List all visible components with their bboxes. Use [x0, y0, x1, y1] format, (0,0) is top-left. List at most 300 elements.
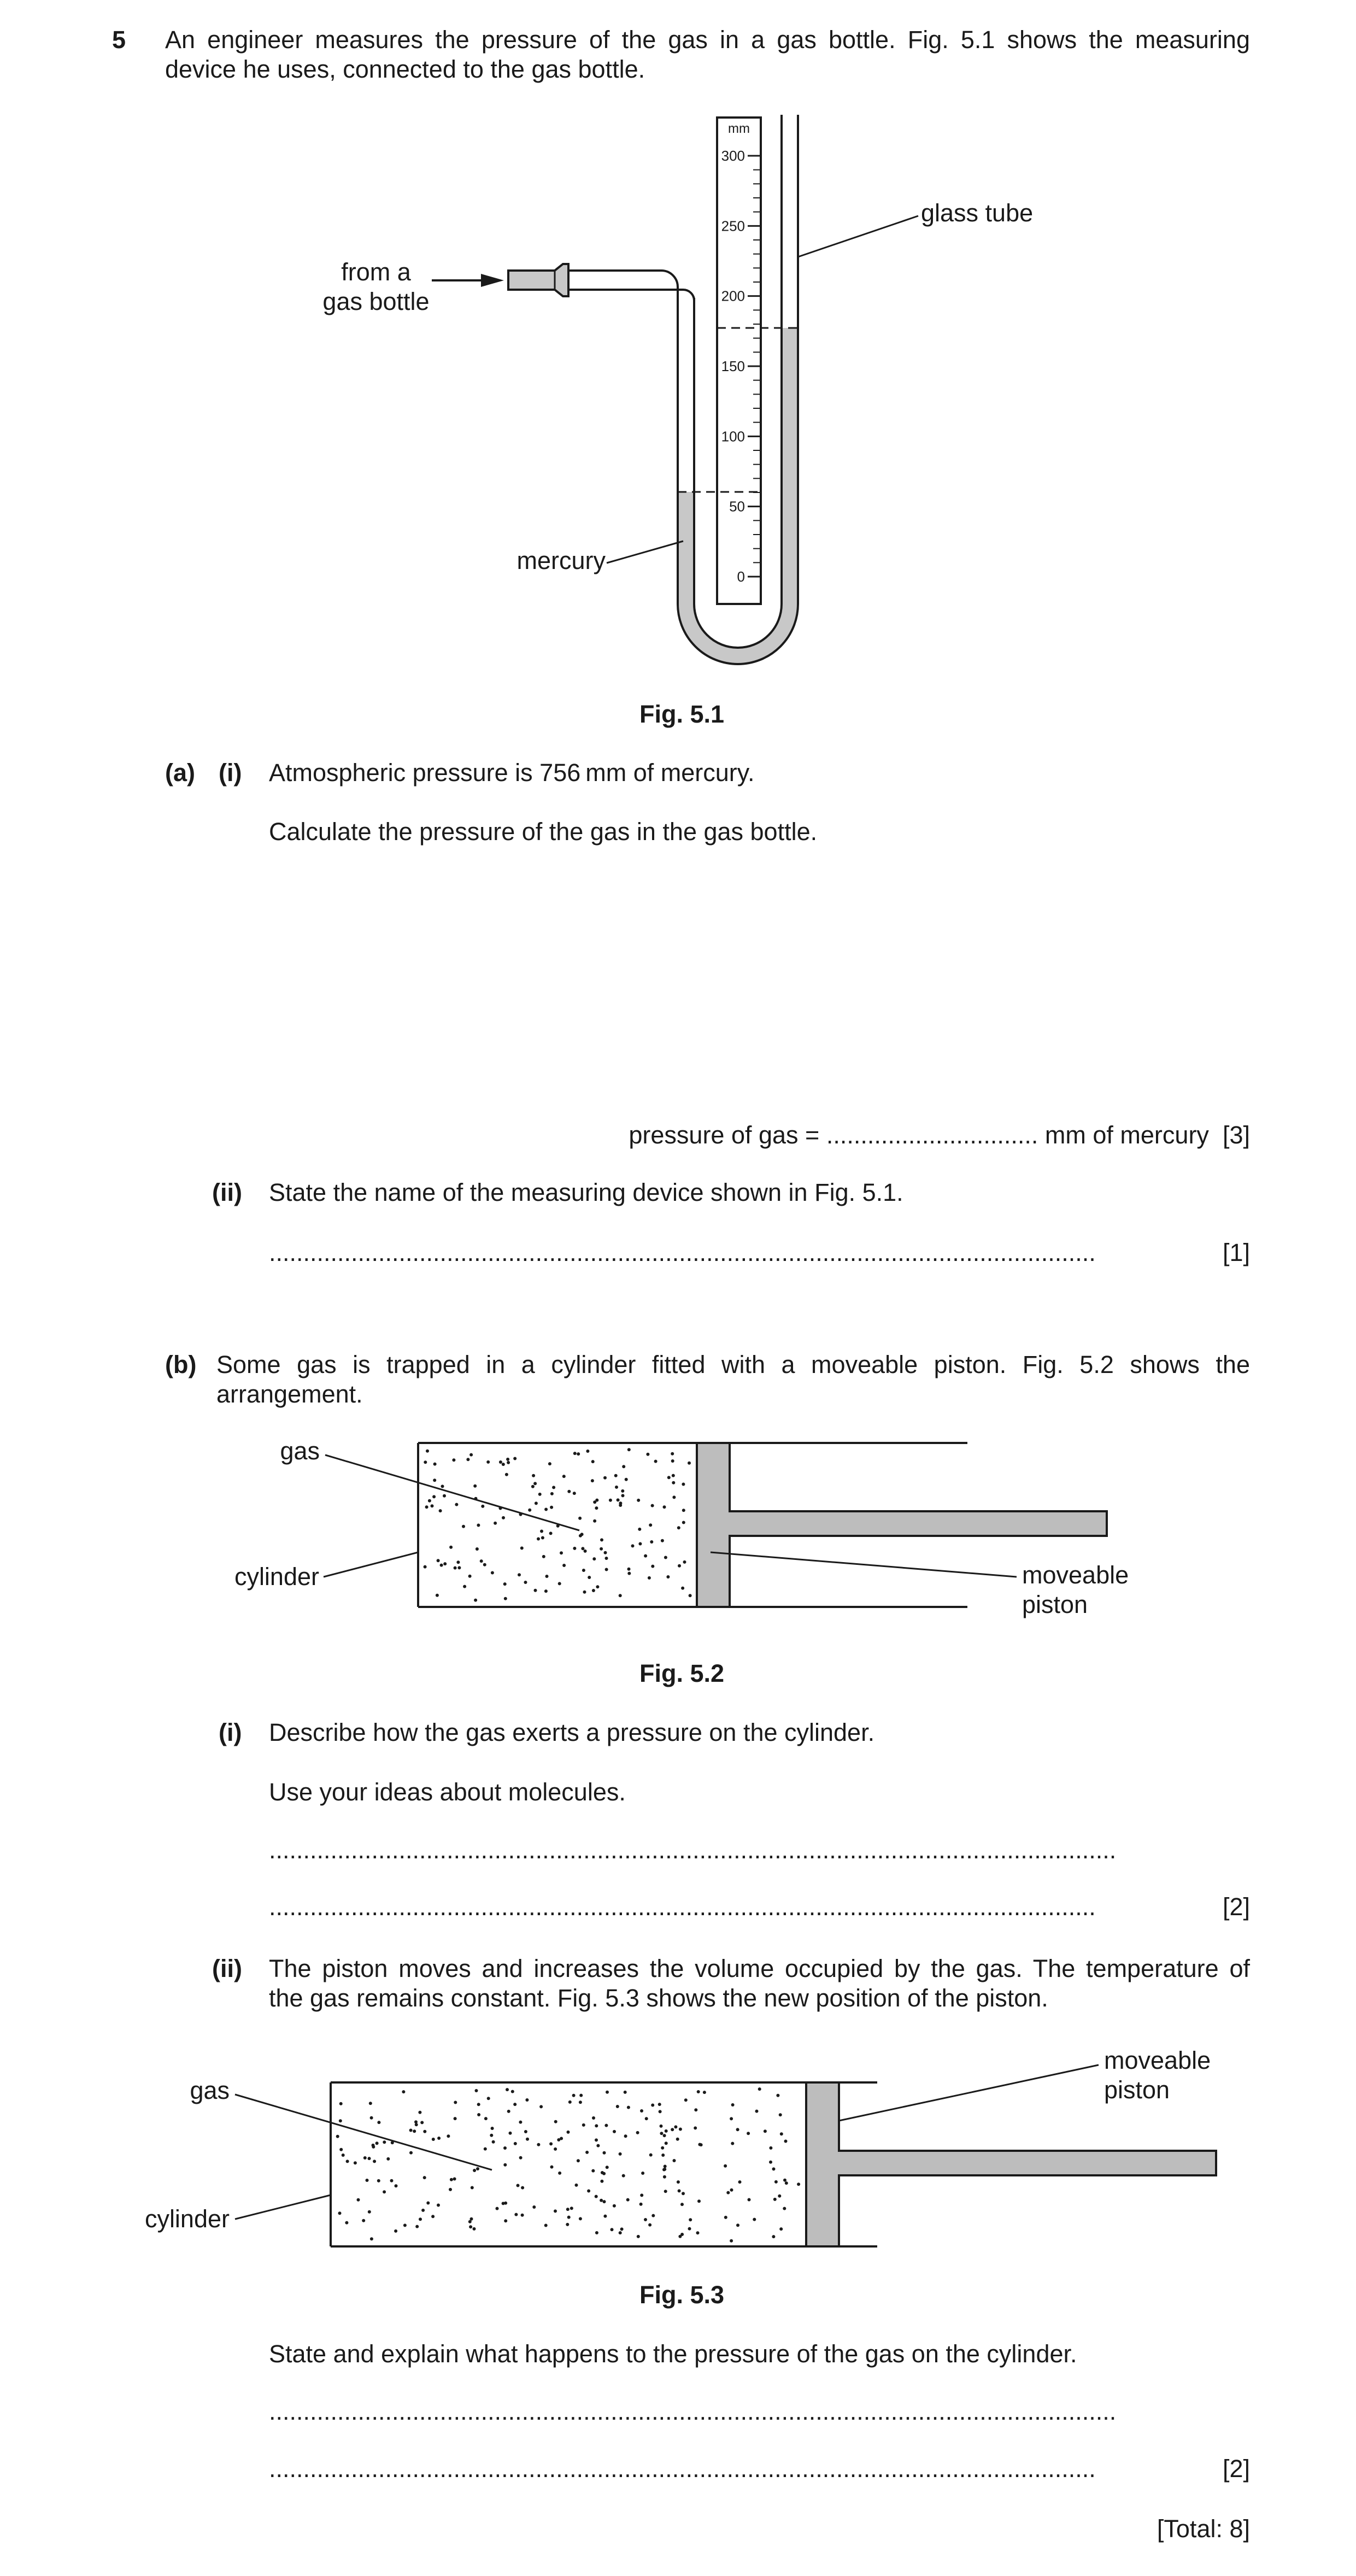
gas-molecule [516, 2184, 520, 2187]
gas-molecule [677, 1526, 680, 1529]
gas-molecule [682, 1483, 685, 1486]
gas-molecule [437, 2204, 440, 2207]
gas-molecule [604, 1551, 607, 1554]
gas-molecule [660, 2125, 663, 2128]
gas-molecule [661, 1539, 664, 1542]
gas-molecule [552, 1486, 555, 1489]
gas-molecule [454, 1566, 457, 1570]
gas-molecule [627, 1568, 631, 1571]
nozzle [508, 264, 568, 296]
gas-molecule [345, 2221, 348, 2225]
gas-molecule [619, 2152, 622, 2156]
gas-molecule [684, 2098, 688, 2102]
inlet-arrow [481, 274, 504, 287]
gas-molecule [674, 2125, 677, 2128]
gas-molecule [772, 2167, 776, 2170]
gas-molecule [592, 1589, 595, 1592]
gas-molecule [631, 1544, 635, 1547]
gas-molecule [638, 1542, 642, 1546]
gas-molecule [473, 1484, 477, 1488]
gas-molecule [514, 2142, 517, 2145]
gas-molecule [383, 2140, 386, 2144]
gas-molecule [596, 1585, 599, 1588]
gas-molecule [748, 2198, 751, 2202]
gas-molecule [518, 1573, 521, 1576]
gas-molecule [440, 1564, 443, 1567]
fig-5-2-caption: Fig. 5.2 [639, 1659, 725, 1687]
gas-molecule [779, 2113, 782, 2116]
gas-molecule [637, 1499, 640, 1502]
fig-5-3-label-gas: gas [190, 2076, 230, 2104]
gas-molecule [778, 2194, 781, 2198]
gas-molecule [665, 2141, 668, 2145]
gas-molecule [595, 2124, 598, 2127]
gas-molecule [658, 2103, 661, 2106]
gas-molecule [521, 2214, 524, 2217]
gas-molecule [698, 2143, 701, 2146]
gas-molecule [613, 2130, 616, 2133]
gas-molecule [475, 2089, 478, 2092]
scale-tick-label: 50 [729, 498, 745, 515]
part-a-i-instruction: Calculate the pressure of the gas in the gas bottle. [269, 818, 818, 846]
gas-molecule [339, 2102, 343, 2105]
part-b-line-2: arrangement. [216, 1380, 363, 1408]
gas-molecule [627, 1572, 631, 1575]
gas-molecule [532, 1474, 535, 1477]
gas-molecule [338, 2211, 342, 2215]
gas-molecule [524, 1581, 527, 1584]
pressure-answer-line[interactable] [629, 1120, 1250, 1150]
gas-molecule [568, 2100, 572, 2104]
gas-molecule [676, 2138, 679, 2141]
scale-unit-label: mm [728, 121, 750, 136]
gas-molecule [681, 1587, 684, 1590]
gas-molecule [683, 1560, 686, 1564]
gas-molecule [661, 2146, 664, 2150]
gas-molecule [439, 1509, 442, 1512]
gas-molecule [696, 2231, 700, 2234]
part-b-ii-answer-dots-2[interactable]: ......................................................................................................................... [269, 2455, 1096, 2483]
part-b-i-marks: [2] [1222, 1893, 1250, 1921]
gas-molecule [648, 2223, 651, 2227]
gas-molecule [432, 2138, 435, 2141]
gas-molecule [582, 2123, 585, 2127]
gas-molecule [724, 2164, 727, 2168]
gas-molecule [595, 1506, 598, 1510]
gas-molecule [774, 2180, 778, 2184]
gas-molecule [747, 2132, 750, 2135]
gas-molecule [651, 2214, 655, 2217]
gas-molecule [473, 2227, 476, 2231]
gas-molecule [426, 2202, 430, 2205]
gas-molecule [499, 1460, 502, 1464]
gas-molecule [736, 2128, 739, 2131]
gas-molecule [672, 1481, 675, 1484]
gas-molecule [447, 2134, 450, 2138]
gas-molecule [665, 2129, 668, 2133]
gas-molecule [456, 1560, 460, 1564]
gas-molecule [370, 2116, 373, 2120]
question-total: [Total: 8] [1157, 2515, 1250, 2543]
gas-molecule [509, 2132, 512, 2135]
gas-molecule [637, 2235, 640, 2238]
gas-molecule [783, 2179, 786, 2182]
gas-molecule [480, 1559, 483, 1563]
gas-molecule [624, 2091, 627, 2094]
gas-molecule [339, 2148, 343, 2151]
part-b-i-answer-dots-2[interactable]: ......................................................................................................................... [269, 1893, 1096, 1921]
gas-molecule [468, 1575, 472, 1578]
gas-molecule [671, 1452, 674, 1456]
gas-molecule [528, 1509, 531, 1512]
gas-molecule [562, 1475, 566, 1478]
gas-molecule [730, 2239, 733, 2243]
gas-molecule [694, 2108, 697, 2111]
gas-molecule [336, 2135, 339, 2138]
gas-molecule [484, 2147, 487, 2151]
gas-molecule [409, 2151, 413, 2155]
gas-molecule [558, 1582, 561, 1585]
gas-molecule [776, 2094, 779, 2097]
gas-molecule [420, 2121, 424, 2124]
intro-line-2: device he uses, connected to the gas bottle. [165, 55, 645, 83]
gas-molecule [689, 2218, 692, 2221]
part-a-i-label: (i) [219, 759, 242, 787]
gas-molecule [414, 2120, 418, 2123]
gas-molecule [423, 2176, 426, 2179]
gas-molecule [697, 2090, 700, 2093]
gas-molecule [673, 2159, 676, 2162]
gas-molecule [664, 2190, 667, 2193]
gas-molecule [603, 2200, 606, 2203]
part-a-i-marks: [3] [1222, 1121, 1250, 1149]
gas-molecule [519, 2156, 523, 2160]
gas-molecule [567, 2216, 571, 2219]
gas-molecule [426, 1450, 429, 1453]
gas-molecule [664, 2165, 667, 2168]
gas-molecule [694, 2126, 697, 2129]
gas-molecule [600, 2180, 603, 2183]
part-a-i-text: Atmospheric pressure is 756 mm of mercury. [269, 759, 755, 787]
gas-molecule [507, 2110, 510, 2113]
gas-molecule [726, 2191, 730, 2194]
gas-molecule [591, 1460, 595, 1463]
gas-molecule [688, 2227, 691, 2231]
gas-molecule [651, 1504, 654, 1507]
gas-molecule [503, 1582, 507, 1586]
part-a-ii-answer-dots[interactable]: ......................................................................................................................... [269, 1239, 1096, 1266]
gas-molecule [579, 2100, 582, 2104]
gas-molecule [506, 2088, 509, 2091]
gas-molecule [532, 2205, 536, 2209]
gas-molecule [663, 2134, 666, 2137]
gas-molecule [538, 1493, 542, 1496]
part-b-ii-text [269, 1954, 1250, 2013]
part-b-label: (b) [165, 1351, 197, 1378]
gas-molecule [573, 1547, 576, 1550]
gas-molecule [473, 2169, 476, 2172]
gas-molecule [666, 1575, 670, 1579]
gas-molecule [780, 2132, 783, 2135]
piston [806, 2082, 1216, 2246]
scale-tick-label: 250 [721, 218, 745, 234]
gas-molecule [463, 1585, 466, 1588]
intro-line-1: An engineer measures the pressure of the gas in a gas bottle. Fig. 5.1 shows the measuring [165, 26, 1250, 54]
gas-molecule [535, 1501, 538, 1505]
gas-molecule [581, 1547, 584, 1550]
gas-molecule [640, 2109, 643, 2113]
fig-5-3-label-moveable: moveable [1104, 2046, 1211, 2074]
gas-molecule [646, 1453, 649, 1456]
part-a-ii-label: (ii) [212, 1178, 242, 1206]
gas-molecule [366, 2179, 369, 2182]
gas-molecule [605, 1568, 608, 1571]
gas-molecule [593, 1519, 596, 1523]
gas-molecule [524, 2130, 527, 2133]
gas-molecule [573, 1492, 576, 1495]
gas-molecule [484, 2117, 488, 2120]
gas-molecule [449, 1546, 453, 1549]
gas-molecule [544, 2224, 548, 2227]
gas-molecule [394, 2229, 397, 2233]
gas-molecule [513, 2103, 516, 2106]
gas-molecule [455, 1503, 458, 1506]
gas-molecule [554, 2209, 557, 2213]
gas-molecule [622, 1465, 625, 1468]
gas-molecule [672, 1495, 676, 1499]
gas-molecule [627, 1448, 631, 1451]
gas-molecule [575, 2184, 578, 2187]
gas-molecule [525, 2098, 529, 2102]
gas-molecule [688, 1462, 691, 1465]
gas-molecule [679, 2128, 682, 2131]
gas-molecule [661, 2153, 665, 2157]
gas-molecule [682, 1509, 685, 1512]
gas-molecule [506, 1458, 509, 1461]
gas-molecule [689, 1594, 692, 1597]
gas-molecule [578, 1517, 582, 1520]
gas-molecule [650, 1540, 653, 1544]
gas-molecule [433, 1478, 436, 1482]
part-a-ii-answer-line[interactable] [269, 1238, 1250, 1268]
gas-molecule [533, 1482, 537, 1485]
gas-molecule [678, 1564, 681, 1568]
gas-molecule [682, 2192, 685, 2195]
gas-molecule [682, 1521, 685, 1524]
gas-molecule [619, 1501, 622, 1505]
gas-molecule [395, 2184, 398, 2187]
gas-molecule [560, 1551, 563, 1554]
gas-molecule [362, 2219, 365, 2222]
gas-molecule [419, 2217, 422, 2221]
part-b-ii-answer-line-2[interactable] [269, 2454, 1250, 2484]
gas-molecule [667, 1476, 671, 1479]
part-b-ii-answer-line-1[interactable]: ............................................................................................................................ [269, 2397, 1117, 2425]
gas-molecule [579, 2094, 583, 2097]
gas-molecule [415, 2225, 419, 2228]
gas-molecule [502, 1516, 505, 1519]
gas-molecule [503, 2146, 507, 2150]
fig-5-3-cylinder [131, 2044, 1246, 2274]
gas-molecule [425, 1505, 428, 1509]
gas-molecule [428, 1499, 431, 1503]
gas-molecule [724, 2216, 727, 2219]
gas-molecule [592, 1557, 596, 1560]
fig-5-2-label-cylinder: cylinder [234, 1563, 319, 1591]
gas-molecule [678, 2189, 681, 2192]
gas-molecule [354, 2161, 357, 2164]
fig-5-1-caption: Fig. 5.1 [639, 700, 725, 728]
gas-molecule [730, 2188, 733, 2192]
gas-molecule [481, 1505, 484, 1508]
gas-molecule [678, 2235, 682, 2238]
fig-5-1-manometer [306, 107, 1071, 686]
gas-molecule [784, 2140, 788, 2143]
gas-molecule [566, 2223, 569, 2226]
gas-molecule [424, 1565, 427, 1569]
gas-molecule [779, 2227, 783, 2231]
gas-molecule [413, 2129, 416, 2133]
gas-molecule [557, 2138, 560, 2141]
gas-molecule [605, 1557, 608, 1560]
gas-molecule [548, 1462, 551, 1465]
gas-molecule [625, 1478, 628, 1481]
gas-molecule [603, 2151, 606, 2155]
gas-molecule [586, 1450, 589, 1453]
gas-molecule [369, 2102, 372, 2105]
gas-molecule [672, 1474, 675, 1477]
gas-molecule [342, 2153, 345, 2157]
gas-molecule [753, 2218, 756, 2221]
gas-molecule [595, 2138, 598, 2141]
gas-molecule [583, 1591, 586, 1594]
gas-molecule [502, 2202, 505, 2205]
gas-molecule [521, 2186, 524, 2190]
gas-molecule [511, 2090, 514, 2093]
gas-molecule [437, 2137, 441, 2140]
gas-molecule [595, 2231, 598, 2234]
gas-molecule [677, 2180, 680, 2184]
gas-molecule [572, 2094, 576, 2097]
label-glass-tube: glass tube [921, 199, 1034, 227]
label-from-a: from a [341, 258, 411, 286]
gas-molecule [730, 2117, 733, 2120]
part-b-i-answer-line-1[interactable]: ............................................................................................................................ [269, 1836, 1117, 1864]
gas-molecule [620, 2227, 624, 2231]
gas-molecule [626, 2198, 630, 2202]
gas-molecule [490, 2134, 493, 2137]
gas-molecule [636, 2131, 639, 2134]
gas-molecule [386, 2157, 390, 2161]
gas-molecule [624, 2134, 627, 2138]
gas-molecule [644, 2218, 647, 2221]
gas-molecule [663, 1505, 666, 1509]
gas-molecule [785, 2181, 788, 2185]
gas-molecule [638, 1528, 641, 1531]
gas-molecule [614, 1474, 618, 1477]
gas-molecule [483, 1563, 486, 1566]
part-a-ii-marks: [1] [1222, 1239, 1250, 1266]
gas-molecule [570, 2207, 573, 2210]
gas-molecule [377, 2121, 380, 2124]
gas-molecule [457, 1566, 461, 1569]
scale-tick-label: 150 [721, 358, 745, 374]
gas-molecule [600, 2199, 603, 2202]
question-intro [165, 25, 1250, 84]
gas-molecule [526, 2138, 529, 2141]
gas-molecule [368, 2157, 371, 2160]
gas-molecule [549, 2142, 553, 2145]
gas-molecule [462, 1525, 465, 1528]
gas-molecule [477, 1524, 480, 1527]
gas-molecule [539, 2105, 543, 2108]
gas-molecule [505, 1473, 508, 1476]
fig-5-2-label-moveable: moveable [1022, 1561, 1129, 1589]
gas-molecule [617, 1498, 620, 1501]
gas-molecule [680, 2203, 684, 2206]
gas-molecule [606, 2091, 609, 2094]
gas-molecule [622, 2174, 625, 2178]
pressure-answer-unit: mm of mercury [1038, 1121, 1209, 1149]
gas-molecule [476, 2167, 479, 2170]
gas-molecule [596, 2144, 600, 2147]
part-b-i-text: Describe how the gas exerts a pressure on the cylinder. [269, 1718, 875, 1746]
gas-molecule [593, 1500, 596, 1504]
gas-molecule [603, 2215, 607, 2218]
gas-molecule [648, 1576, 651, 1580]
gas-molecule [436, 1594, 439, 1597]
part-b-ii-line-2: the gas remains constant. Fig. 5.3 shows the new position of the piston. [269, 1984, 1048, 2012]
gas-molecule [641, 2172, 644, 2175]
scale-tick-label: 300 [721, 148, 745, 164]
gas-molecule [402, 2090, 405, 2093]
part-b-ii-label: (ii) [212, 1955, 242, 1982]
gas-molecule [671, 1459, 674, 1463]
gas-molecule [602, 2172, 606, 2175]
gas-molecule [649, 2153, 653, 2157]
part-b-intro [216, 1350, 1250, 1409]
gas-molecule [469, 1453, 473, 1457]
gas-molecule [671, 2128, 674, 2131]
gas-molecule [453, 2178, 456, 2181]
gas-molecule [621, 1494, 625, 1497]
gas-molecule [372, 2144, 375, 2147]
gas-molecule [577, 2159, 580, 2162]
part-b-ii-instruction: State and explain what happens to the pressure of the gas on the cylinder. [269, 2340, 1077, 2368]
pressure-answer-dots[interactable]: ............................... [826, 1121, 1038, 1149]
gas-molecule [654, 1460, 658, 1463]
gas-molecule [403, 2223, 407, 2227]
gas-molecule [651, 1565, 654, 1568]
gas-molecule [769, 2161, 772, 2164]
gas-molecule [496, 2207, 499, 2210]
gas-molecule [584, 1550, 587, 1553]
part-a-label: (a) [165, 759, 195, 787]
gas-molecule [603, 1476, 607, 1480]
pressure-answer-prefix: pressure of gas = [629, 1121, 826, 1149]
question-number: 5 [112, 26, 126, 54]
part-a-ii-text: State the name of the measuring device shown in Fig. 5.1. [269, 1178, 903, 1206]
part-b-i-answer-line-2[interactable] [269, 1892, 1250, 1922]
gas-molecule [703, 2091, 706, 2094]
gas-molecule [449, 2188, 452, 2191]
gas-molecule [421, 2209, 425, 2212]
fig-5-3-label-piston: piston [1104, 2076, 1170, 2104]
gas-molecule [513, 1457, 516, 1460]
part-b-i-label: (i) [219, 1718, 242, 1746]
gas-molecule [437, 1559, 440, 1562]
gas-molecule [357, 2198, 360, 2202]
